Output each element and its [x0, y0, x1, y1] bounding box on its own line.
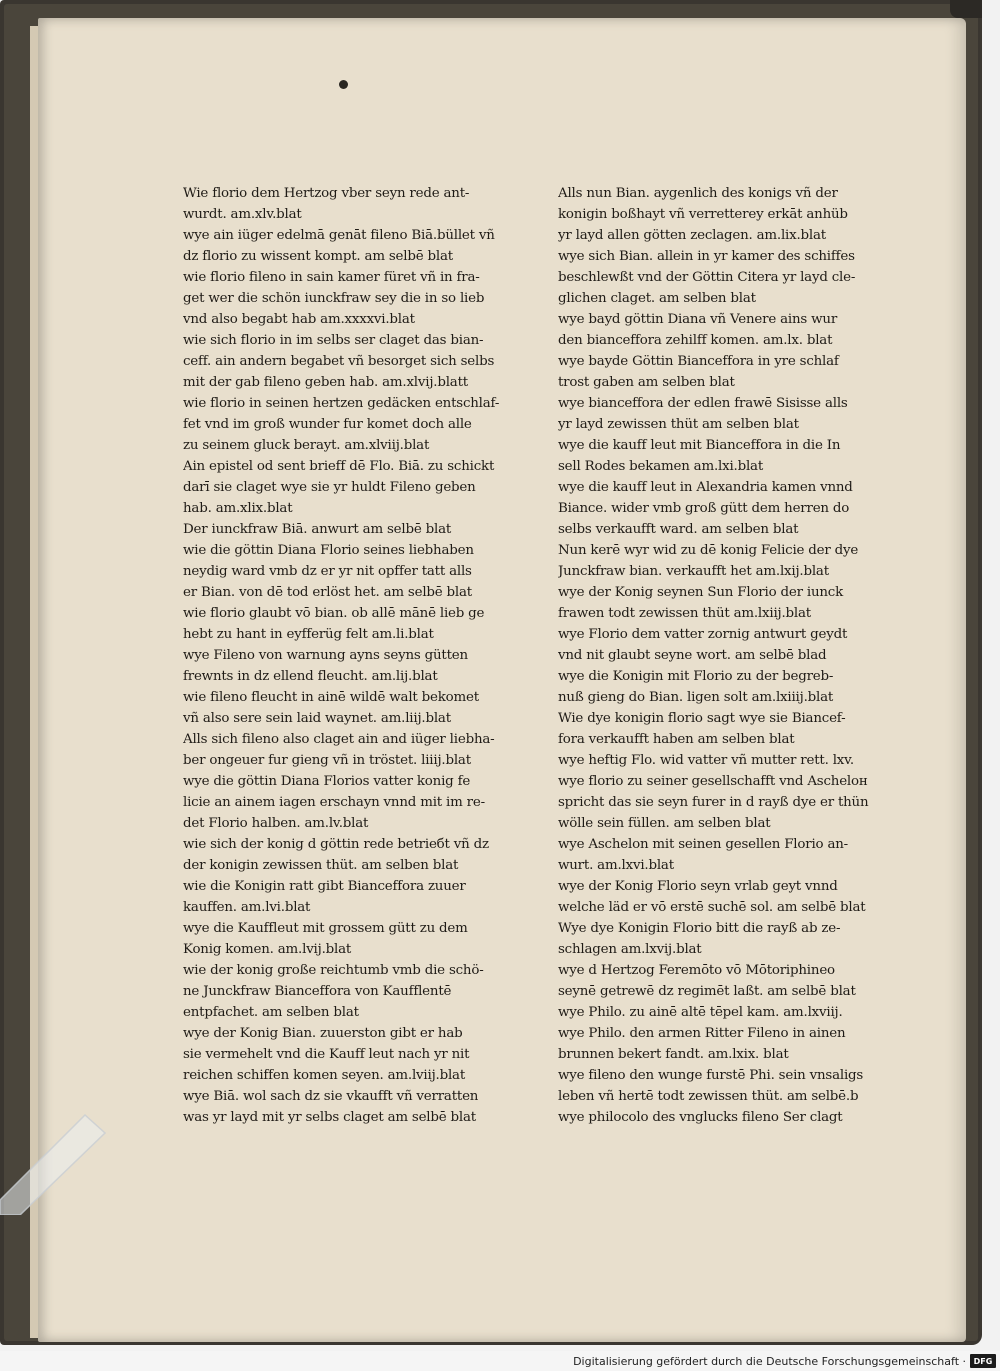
toc-entry-line: Junckfraw bian. verkaufft het am.lxij.blat	[558, 564, 829, 579]
toc-entry-line: wie florio in seinen hertzen gedäcken entschlaf-	[183, 396, 500, 411]
toc-entry-line: wye die göttin Diana Florios vatter konig fe	[183, 774, 471, 789]
toc-entry-line: Alls nun Bian. aygenlich des konigs vñ der	[558, 186, 838, 201]
digitization-footer	[0, 1351, 1000, 1371]
toc-entry-line: wye d Hertzog Feremōto vō Mōtoriphineo	[558, 963, 835, 978]
toc-entry-line: wye die Konigin mit Florio zu der begreb-	[558, 669, 834, 684]
toc-entry-line: wurdt. am.xlv.blat	[183, 207, 302, 222]
toc-entry-line: Wie dye konigin florio sagt wye sie Biancef-	[558, 711, 846, 726]
toc-entry-line: wie sich florio in im selbs ser claget das bian-	[183, 333, 484, 348]
toc-entry-line: det Florio halben. am.lv.blat	[183, 816, 369, 831]
toc-entry-line: zu seinem gluck berayt. am.xlviij.blat	[183, 438, 430, 453]
toc-entry-line: wye bayd göttin Diana vñ Venere ains wur	[558, 312, 838, 327]
toc-entry-line: wye philocolo des vnglucks fileno Ser clagt	[558, 1110, 843, 1125]
toc-entry-line: reichen schiffen komen seyen. am.lviij.blat	[183, 1068, 466, 1083]
toc-entry-line: der konigin zewissen thüt. am selben blat	[183, 858, 459, 873]
toc-entry-line: vnd also begabt hab am.xxxxvi.blat	[183, 312, 415, 327]
toc-entry-line: frewnts in dz ellend fleucht. am.lij.blat	[183, 669, 438, 684]
toc-entry-line: wye Aschelon mit seinen gesellen Florio an-	[558, 837, 848, 852]
toc-entry-line: dz florio zu wissent kompt. am selbē blat	[183, 249, 453, 264]
table-of-contents-right	[558, 183, 913, 1128]
toc-entry-line: wye florio zu seiner gesellschafft vnd Ascheloн	[558, 774, 868, 789]
toc-entry-line: selbs verkaufft ward. am selben blat	[558, 522, 799, 537]
toc-entry-line: entpfachet. am selben blat	[183, 1005, 359, 1020]
toc-entry-line: wie sich der konig d göttin rede betrieбt vñ dz	[183, 837, 489, 852]
toc-entry-line: darī sie claget wye sie yr huldt Fileno geben	[183, 480, 476, 495]
toc-entry-line: sell Rodes bekamen am.lxi.blat	[558, 459, 764, 474]
toc-entry-line: wye bayde Göttin Bianceffora in yre schlaf	[558, 354, 839, 369]
toc-entry-line: vñ also sere sein laid waynet. am.liij.blat	[183, 711, 451, 726]
toc-entry-line: wye die kauff leut mit Bianceffora in die In	[558, 438, 841, 453]
toc-entry-line: wie der konig große reichtumb vmb die schö-	[183, 963, 484, 978]
toc-entry-line: ber ongeuer fur gieng vñ in tröstet. liiij.blat	[183, 753, 471, 768]
toc-entry-line: ceff. ain andern begabet vñ besorget sich selbs	[183, 354, 495, 369]
table-of-contents-left	[183, 183, 538, 1128]
toc-entry-line: fet vnd im groß wunder fur komet doch alle	[183, 417, 472, 432]
toc-entry-line: wie fileno fleucht in ainē wildē walt bekomet	[183, 690, 479, 705]
toc-entry-line: Wye dye Konigin Florio bitt die rayß ab ze-	[558, 921, 841, 936]
toc-entry-line: wye Philo. zu ainē altē tēpel kam. am.lxviij.	[558, 1005, 843, 1020]
toc-entry-line: beschlewßt vnd der Göttin Citera yr layd cle-	[558, 270, 856, 285]
toc-entry-line: Nun kerē wyr wid zu dē konig Felicie der dye	[558, 543, 859, 558]
toc-entry-line: get wer die schön iunckfraw sey die in so lieb	[183, 291, 485, 306]
toc-entry-line: schlagen am.lxvij.blat	[558, 942, 702, 957]
toc-entry-line: brunnen bekert fandt. am.lxix. blat	[558, 1047, 789, 1062]
toc-entry-line: yr layd zewissen thüt am selben blat	[558, 417, 799, 432]
toc-entry-line: wye Florio dem vatter zornig antwurt geydt	[558, 627, 848, 642]
toc-entry-line: seynē getrewē dz regimēt laßt. am selbē blat	[558, 984, 856, 999]
book-clasp	[950, 0, 982, 18]
toc-entry-line: was yr layd mit yr selbs claget am selbē blat	[183, 1110, 476, 1125]
toc-entry-line: er Bian. von dē tod erlöst het. am selbē blat	[183, 585, 472, 600]
toc-entry-line: frawen todt zewissen thüt am.lxiij.blat	[558, 606, 811, 621]
toc-entry-line: hebt zu hant in eyfferüg felt am.li.blat	[183, 627, 434, 642]
toc-entry-line: konigin boßhayt vñ verretterey erkāt anhüb	[558, 207, 848, 222]
toc-entry-line: wye Biā. wol sach dz sie vkaufft vñ verratten	[183, 1089, 479, 1104]
toc-entry-line: trost gaben am selben blat	[558, 375, 735, 390]
toc-entry-line: yr layd allen götten zeclagen. am.lix.blat	[558, 228, 826, 243]
toc-entry-line: Ain epistel od sent brieff dē Flo. Biā. zu schickt	[183, 459, 495, 474]
toc-entry-line: wölle sein füllen. am selben blat	[558, 816, 771, 831]
toc-entry-line: wye der Konig Bian. zuuerston gibt er hab	[183, 1026, 463, 1041]
toc-entry-line: den bianceffora zehilff komen. am.lx. blat	[558, 333, 833, 348]
toc-entry-line: leben vñ hertē todt zewissen thüt. am selbē.b	[558, 1089, 859, 1104]
toc-entry-line: welche läd er vō erstē suchē sol. am selbē blat	[558, 900, 866, 915]
toc-entry-line: wye sich Bian. allein in yr kamer des schiffes	[558, 249, 855, 264]
toc-entry-line: fora verkaufft haben am selben blat	[558, 732, 795, 747]
toc-entry-line: wye der Konig Florio seyn vrlab geyt vnnd	[558, 879, 838, 894]
toc-entry-line: Der iunckfraw Biā. anwurt am selbē blat	[183, 522, 452, 537]
toc-entry-line: Biance. wider vmb groß gütt dem herren do	[558, 501, 850, 516]
toc-entry-line: wie die Konigin ratt gibt Bianceffora zuuer	[183, 879, 466, 894]
toc-entry-line: licie an ainem iagen erschayn vnnd mit im re-	[183, 795, 485, 810]
toc-entry-line: wie die göttin Diana Florio seines liebhaben	[183, 543, 474, 558]
toc-entry-line: Konig komen. am.lvij.blat	[183, 942, 352, 957]
toc-entry-line: wye fileno den wunge furstē Phi. sein vnsaligs	[558, 1068, 864, 1083]
toc-entry-line: wye ain iüger edelmā genāt fileno Biā.büllet vñ	[183, 228, 495, 243]
toc-entry-line: nuß gieng do Bian. ligen solt am.lxiiij.blat	[558, 690, 834, 705]
toc-entry-line: sie vermehelt vnd die Kauff leut nach yr nit	[183, 1047, 470, 1062]
toc-entry-line: glichen claget. am selben blat	[558, 291, 756, 306]
toc-entry-line: Wie florio dem Hertzog vber seyn rede ant-	[183, 186, 470, 201]
toc-entry-line: wye die kauff leut in Alexandria kamen vnnd	[558, 480, 853, 495]
toc-entry-line: wurt. am.lxvi.blat	[558, 858, 674, 873]
toc-entry-line: wye Fileno von warnung ayns seyns gütten	[183, 648, 468, 663]
toc-entry-line: mit der gab fileno geben hab. am.xlvij.blatt	[183, 375, 468, 390]
toc-entry-line: hab. am.xlix.blat	[183, 501, 293, 516]
dfg-logo-icon: DFG	[970, 1354, 996, 1368]
toc-entry-line: neydig ward vmb dz er yr nit opffer tatt alls	[183, 564, 472, 579]
toc-entry-line: wye Philo. den armen Ritter Fileno in ainen	[558, 1026, 846, 1041]
toc-entry-line: wie florio fileno in sain kamer füret vñ in fra-	[183, 270, 480, 285]
toc-entry-line: wye bianceffora der edlen frawē Sisisse alls	[558, 396, 848, 411]
toc-entry-line: vnd nit glaubt seyne wort. am selbē blad	[558, 648, 827, 663]
toc-entry-line: wye der Konig seynen Sun Florio der iunck	[558, 585, 844, 600]
toc-entry-line: wye heftig Flo. wid vatter vñ mutter rett. lxv.	[558, 753, 854, 768]
toc-entry-line: wye die Kauffleut mit grossem gütt zu dem	[183, 921, 468, 936]
toc-entry-line: Alls sich fileno also claget ain and iüger liebha-	[183, 732, 495, 747]
bookmark-tab-icon	[0, 1105, 110, 1215]
wormhole-mark	[339, 80, 348, 89]
toc-entry-line: wie florio glaubt vō bian. ob allē mānē lieb ge	[183, 606, 485, 621]
footer-credit-text: Digitalisierung gefördert durch die Deutsche Forschungsgemeinschaft ·	[573, 1354, 966, 1368]
toc-entry-line: spricht das sie seyn furer in d rayß dye er thün	[558, 795, 869, 810]
toc-entry-line: ne Junckfraw Bianceffora von Kaufflentē	[183, 984, 452, 999]
toc-entry-line: kauffen. am.lvi.blat	[183, 900, 311, 915]
